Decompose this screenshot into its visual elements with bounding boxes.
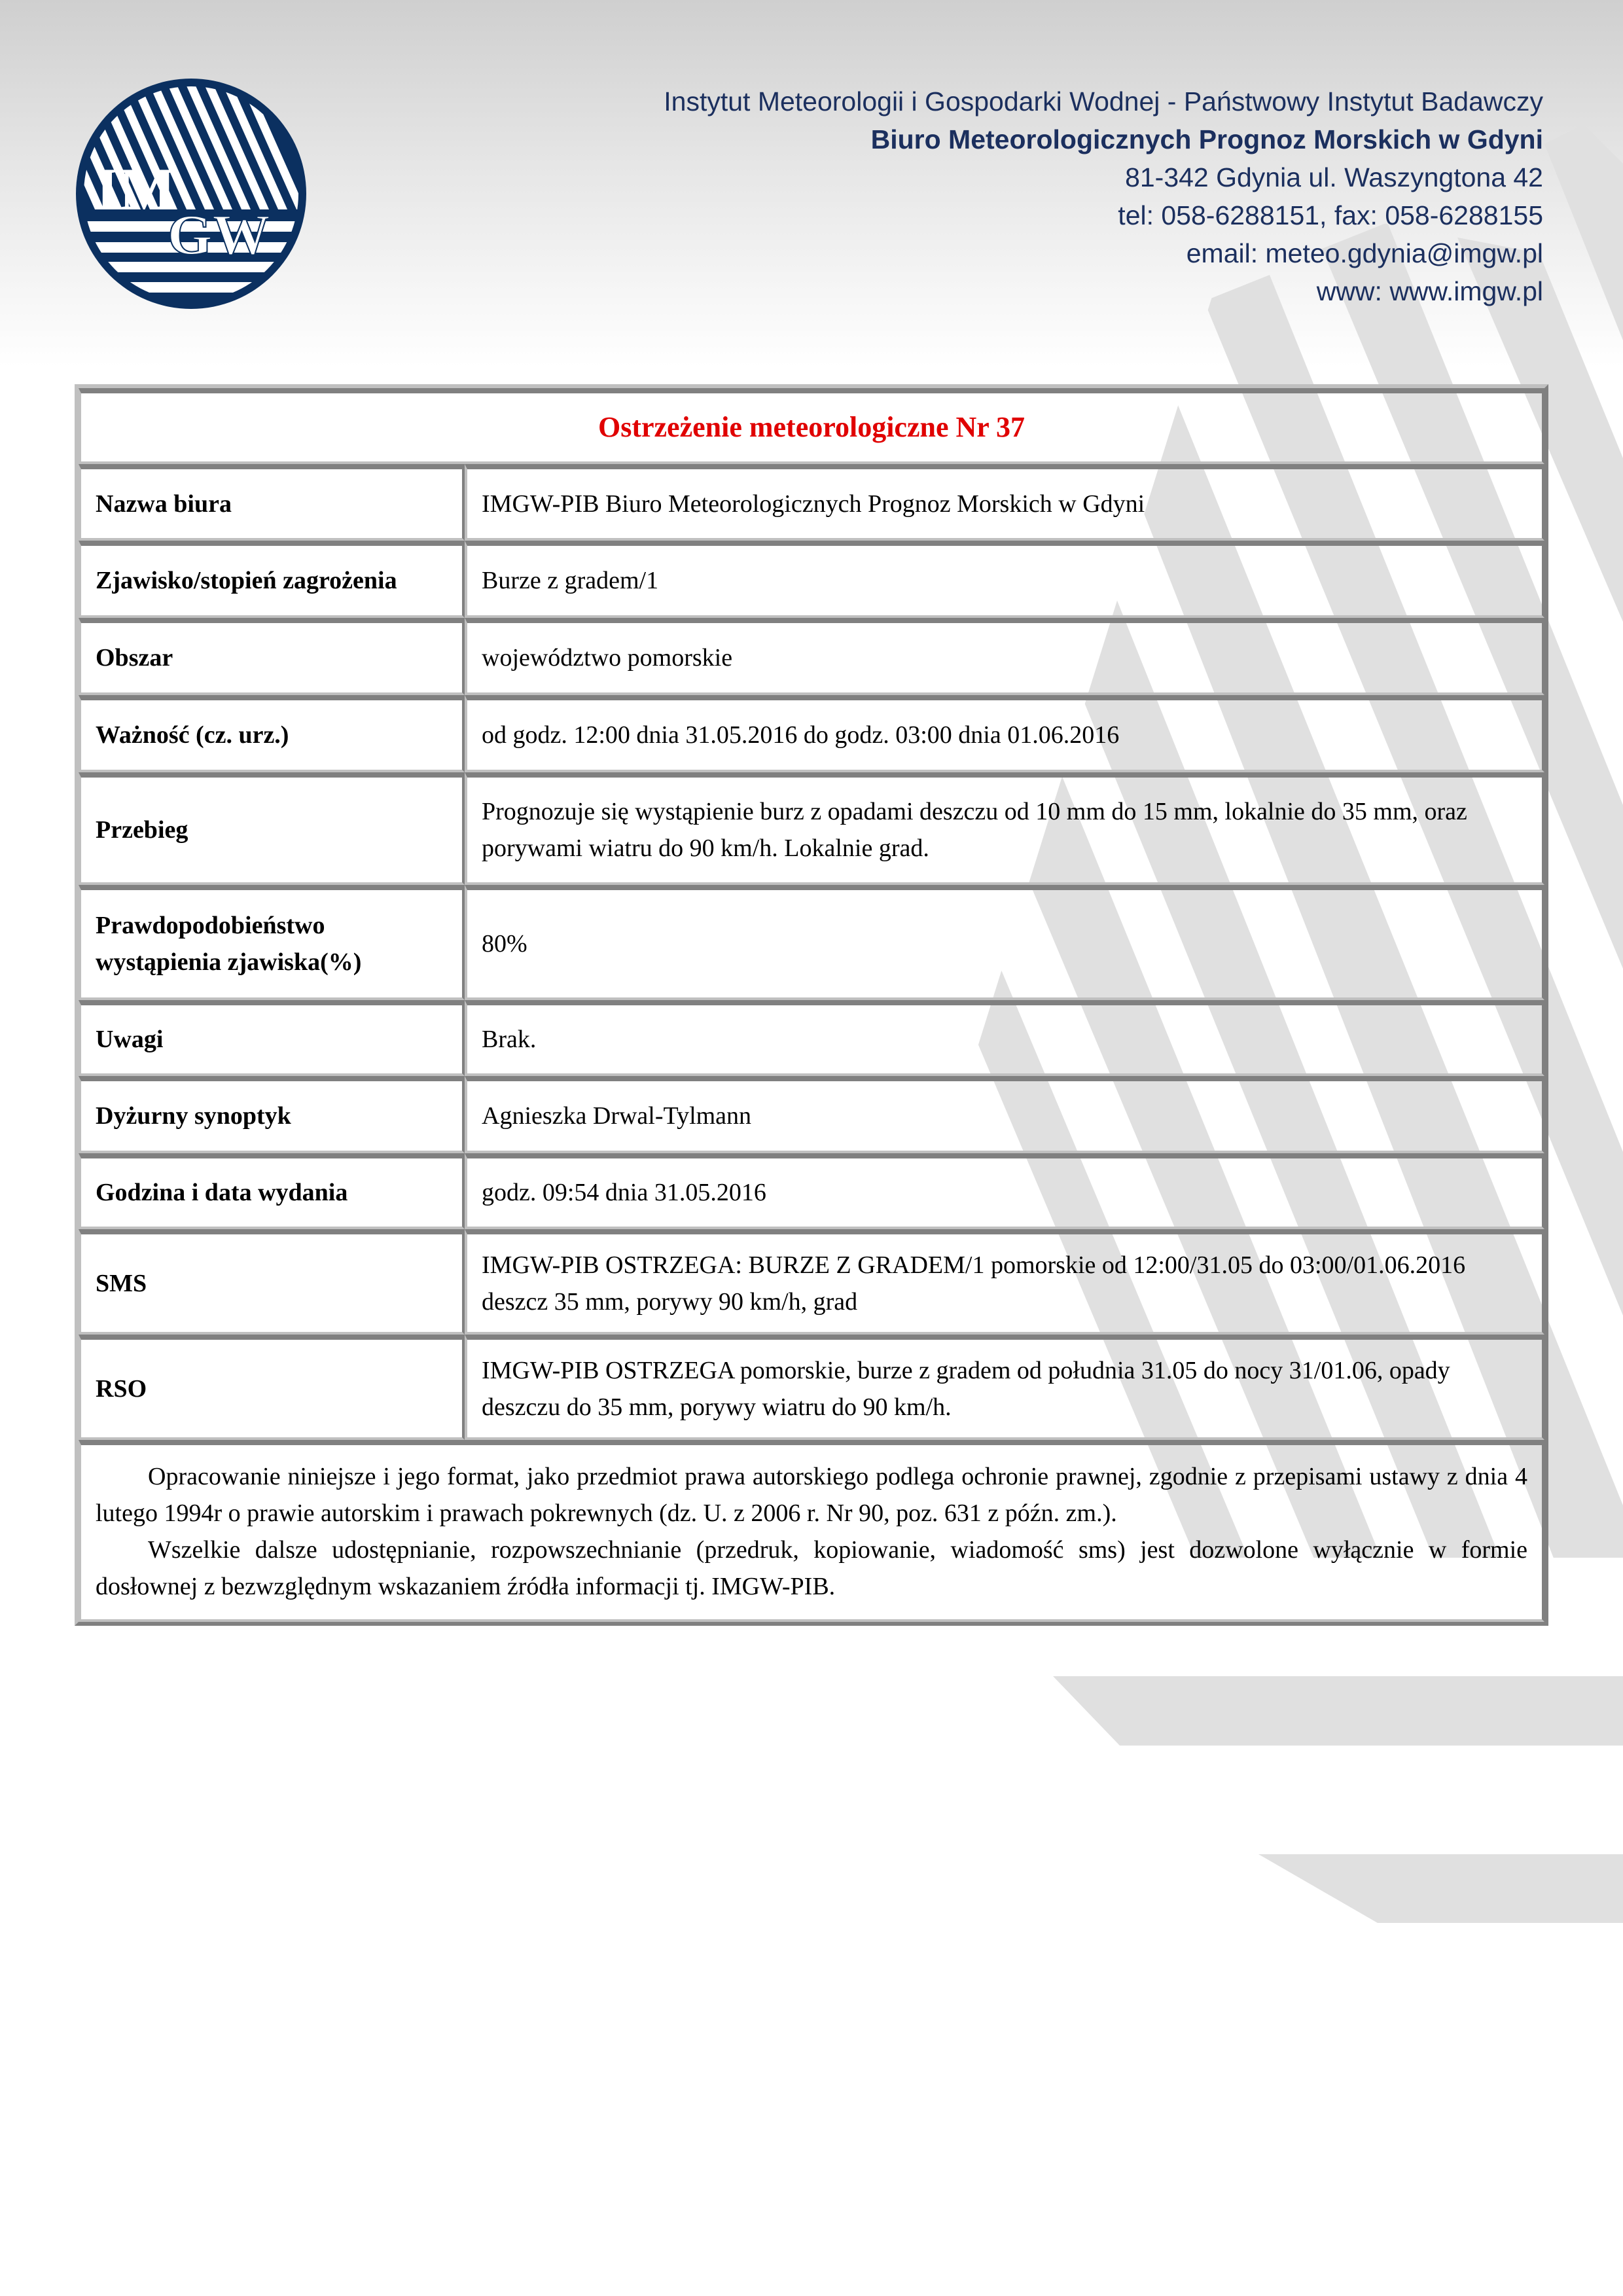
row-value: IMGW-PIB OSTRZEGA pomorskie, burze z gradem od południa 31.05 do nocy 31/01.06, opady deszczu do 35 mm, porywy wiatru do 90 km/h.	[465, 1335, 1544, 1440]
table-row	[79, 885, 1544, 1000]
svg-text:IM: IM	[96, 156, 176, 223]
address: 81-342 Gdynia ul. Waszyngtona 42	[1125, 162, 1543, 192]
table-row	[79, 1076, 1544, 1153]
copyright-notice	[79, 1440, 1544, 1622]
row-value: IMGW-PIB Biuro Meteorologicznych Prognoz Morskich w Gdyni	[465, 464, 1544, 541]
phone-fax: tel: 058-6288151, fax: 058-6288155	[1118, 200, 1543, 230]
row-label: Godzina i data wydania	[79, 1153, 465, 1229]
row-value: godz. 09:54 dnia 31.05.2016	[465, 1153, 1544, 1229]
row-value: od godz. 12:00 dnia 31.05.2016 do godz. 03:00 dnia 01.06.2016	[465, 695, 1544, 772]
row-value: Agnieszka Drwal-Tylmann	[465, 1076, 1544, 1153]
warning-title: Ostrzeżenie meteorologiczne Nr 37	[79, 388, 1544, 464]
row-label: Nazwa biura	[79, 464, 465, 541]
row-value: Brak.	[465, 1000, 1544, 1076]
distribution-paragraph: Wszelkie dalsze udostępnianie, rozpowszechnianie (przedruk, kopiowanie, wiadomość sms) jest dozwolone wyłącznie w formie dosłownej z bezwzględnym wskazaniem źródła informacji tj. IMGW-PIB.	[96, 1536, 1527, 1600]
row-label: Przebieg	[79, 772, 465, 885]
row-value: 80%	[465, 885, 1544, 1000]
row-label: Dyżurny synoptyk	[79, 1076, 465, 1153]
row-label: Ważność (cz. urz.)	[79, 695, 465, 772]
email-link[interactable]: email: meteo.gdynia@imgw.pl	[1186, 238, 1543, 268]
svg-text:GW: GW	[168, 204, 270, 267]
row-label: RSO	[79, 1335, 465, 1440]
footer-row	[79, 1440, 1544, 1622]
organization-info	[664, 82, 1543, 310]
row-label: Obszar	[79, 618, 465, 695]
table-row	[79, 1153, 1544, 1229]
row-label: SMS	[79, 1229, 465, 1335]
table-row	[79, 772, 1544, 885]
copyright-paragraph: Opracowanie niniejsze i jego format, jako przedmiot prawa autorskiego podlega ochronie prawnej, zgodnie z przepisami ustawy z dnia 4 lutego 1994r o prawie autorskim i prawach pokrewnych (dz. U. z 2006 r. Nr 90, poz. 631 z późn. zm.).	[96, 1463, 1527, 1527]
row-value: IMGW-PIB OSTRZEGA: BURZE Z GRADEM/1 pomorskie od 12:00/31.05 do 03:00/01.06.2016 deszcz 35 mm, porywy 90 km/h, grad	[465, 1229, 1544, 1335]
row-value: województwo pomorskie	[465, 618, 1544, 695]
row-value: Prognozuje się wystąpienie burz z opadami deszczu od 10 mm do 15 mm, lokalnie do 35 mm, oraz porywami wiatru do 90 km/h. Lokalnie grad.	[465, 772, 1544, 885]
row-label: Prawdopodobieństwo wystąpienia zjawiska(%)	[79, 885, 465, 1000]
title-row	[79, 388, 1544, 464]
table-row	[79, 541, 1544, 618]
table-row	[79, 618, 1544, 695]
table-row	[79, 464, 1544, 541]
office-name: Biuro Meteorologicznych Prognoz Morskich w Gdyni	[870, 124, 1543, 154]
table-row	[79, 1335, 1544, 1440]
table-row	[79, 1229, 1544, 1335]
warning-table	[75, 384, 1548, 1626]
row-value: Burze z gradem/1	[465, 541, 1544, 618]
row-label: Zjawisko/stopień zagrożenia	[79, 541, 465, 618]
imgw-logo	[76, 79, 306, 309]
table-row	[79, 695, 1544, 772]
table-row	[79, 1000, 1544, 1076]
website-link[interactable]: www: www.imgw.pl	[1316, 276, 1543, 306]
institute-name: Instytut Meteorologii i Gospodarki Wodnej - Państwowy Instytut Badawczy	[664, 86, 1543, 117]
row-label: Uwagi	[79, 1000, 465, 1076]
